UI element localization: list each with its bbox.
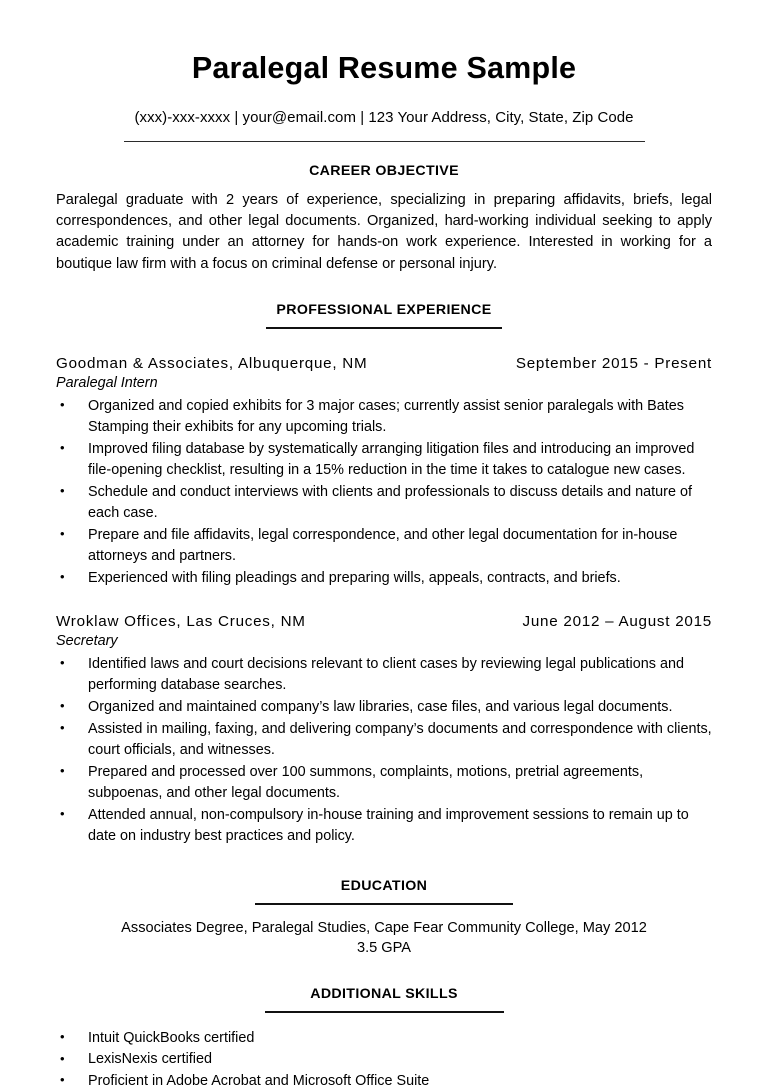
list-item: • Identified laws and court decisions relevant to client cases by reviewing legal publications and performing database searches. [56, 654, 712, 696]
section-heading-skills: ADDITIONAL SKILLS [310, 985, 458, 1002]
career-objective-text: Paralegal graduate with 2 years of experience, specializing in preparing affidavits, briefs, legal correspondences, and other legal documents. Organized, hard-working individual seeking to apply academic training under an attorney for hands-on work experience. Interested in working for a boutique law firm with a focus on criminal defense or personal injury. [56, 191, 712, 272]
job-header [56, 612, 712, 631]
list-item: • Prepare and file affidavits, legal correspondence, and other legal documentation for in-house attorneys and partners. [56, 525, 712, 567]
job-role: Secretary [56, 633, 118, 650]
job-bullet-list [56, 393, 712, 589]
page-title: Paralegal Resume Sample [191, 51, 577, 85]
list-item: • Organized and maintained company’s law libraries, case files, and various legal documents. [56, 697, 712, 718]
experience-entry [56, 329, 712, 589]
job-dates: September 2015 - Present [515, 355, 712, 373]
list-item: • Improved filing database by systematically arranging litigation files and introducing an improved file-opening checklist, resulting in a 15% reduction in the time it takes to catalogue new cases. [56, 439, 712, 481]
experience-entry [56, 590, 712, 847]
job-role: Paralegal Intern [56, 375, 158, 392]
list-item: • Organized and copied exhibits for 3 major cases; currently assist senior paralegals with Bates Stamping their exhibits for any upcoming trials. [56, 396, 712, 438]
job-header [56, 354, 712, 373]
job-bullet-list [56, 651, 712, 847]
list-item: • Assisted in mailing, faxing, and delivering company’s documents and correspondence with clients, court officials, and witnesses. [56, 719, 712, 761]
education-gpa: 3.5 GPA [356, 940, 412, 957]
section-heading-objective: CAREER OBJECTIVE [309, 162, 459, 179]
list-item: • Prepared and processed over 100 summons, complaints, motions, pretrial agreements, subpoenas, and other legal documents. [56, 762, 712, 804]
list-item: • Experienced with filing pleadings and preparing wills, appeals, contracts, and briefs. [56, 568, 712, 589]
job-dates: June 2012 – August 2015 [522, 613, 712, 631]
education-details [56, 905, 712, 958]
education-degree: Associates Degree, Paralegal Studies, Cape Fear Community College, May 2012 [121, 920, 647, 937]
list-item: • LexisNexis certified [56, 1049, 712, 1071]
professional-experience-section [56, 275, 712, 847]
contact-line: (xxx)-xxx-xxxx | your@email.com | 123 Your Address, City, State, Zip Code [134, 108, 634, 126]
section-heading-education: EDUCATION [340, 878, 428, 895]
section-heading-experience: PROFESSIONAL EXPERIENCE [276, 302, 492, 319]
additional-skills-section [56, 959, 712, 1092]
list-item: • Intuit QuickBooks certified [56, 1028, 712, 1050]
skills-list [56, 1013, 712, 1092]
job-company: Wroklaw Offices, Las Cruces, NM [56, 613, 306, 631]
list-item: • Schedule and conduct interviews with clients and professionals to discuss details and nature of each case. [56, 482, 712, 524]
list-item: • Attended annual, non-compulsory in-house training and improvement sessions to remain up to date on industry best practices and policy. [56, 805, 712, 847]
list-item: • Proficient in Adobe Acrobat and Microsoft Office Suite [56, 1071, 712, 1092]
education-section [56, 848, 712, 958]
job-company: Goodman & Associates, Albuquerque, NM [56, 355, 368, 373]
career-objective-section [56, 142, 712, 276]
